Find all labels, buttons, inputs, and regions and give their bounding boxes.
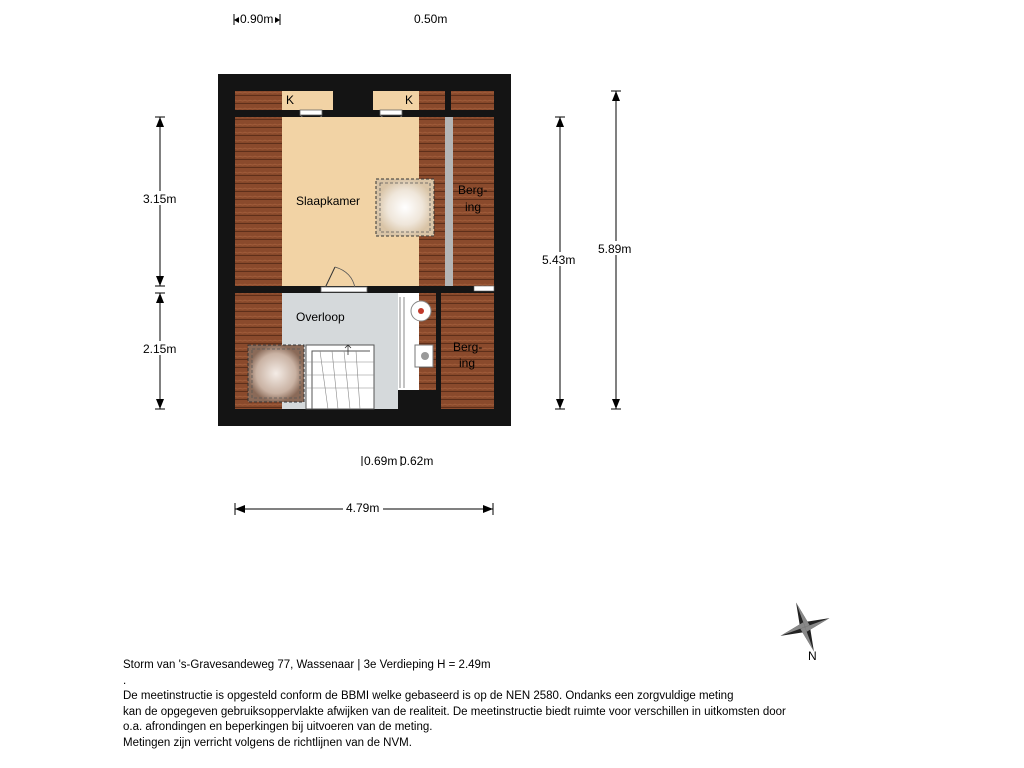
dimension-bottom bbox=[235, 501, 493, 515]
roof-tiles bbox=[235, 117, 282, 286]
room-label-overloop: Overloop bbox=[296, 310, 345, 324]
dim-bottom-width: 4.79m bbox=[346, 501, 380, 515]
room-label-berging-bottom-2: ing bbox=[459, 356, 476, 370]
dim-top-left: 0.90m bbox=[240, 12, 274, 26]
building bbox=[218, 74, 511, 426]
room-label-berging-bottom-1: Berg- bbox=[453, 340, 483, 354]
room-label-berging-top-2: ing bbox=[465, 200, 482, 214]
dimension-top bbox=[234, 12, 447, 26]
dim-left-lower: 2.15m bbox=[143, 342, 177, 356]
dim-bottom-small-2: 0.62m bbox=[400, 454, 434, 468]
compass-icon bbox=[772, 594, 839, 661]
dim-bottom-small-1: 0.69m bbox=[364, 454, 398, 468]
roof-tiles bbox=[235, 91, 282, 110]
skylight-left-label: K bbox=[286, 93, 295, 107]
footer-disclaimer-1: De meetinstructie is opgesteld conform de BBMI welke gebaseerd is op de NEN 2580. Ondanks een zorgvuldige meting bbox=[123, 690, 734, 702]
dimension-right bbox=[540, 91, 636, 409]
footer-disclaimer-4: Metingen zijn verricht volgens de richtlijnen van de NVM. bbox=[123, 736, 412, 749]
dim-left-upper: 3.15m bbox=[143, 192, 177, 206]
dim-right-outer: 5.89m bbox=[598, 242, 632, 256]
footer bbox=[123, 658, 883, 751]
footer-address: Storm van 's-Gravesandeweg 77, Wassenaar | 3e Verdieping H = 2.49m bbox=[123, 659, 491, 671]
compass-north-label: N bbox=[808, 649, 817, 663]
footer-disclaimer-3: o.a. afrondingen en beperkingen bij uitvoeren van de meting. bbox=[123, 721, 433, 733]
roof-tiles bbox=[451, 91, 494, 110]
footer-dot: . bbox=[123, 674, 127, 687]
dimension-bottom-small bbox=[362, 454, 433, 468]
roof-tiles bbox=[419, 91, 445, 110]
staircase bbox=[306, 345, 374, 409]
room-label-slaapkamer: Slaapkamer bbox=[296, 194, 361, 208]
skylight-right-label: K bbox=[405, 93, 414, 107]
bedroom-skylight bbox=[376, 179, 434, 236]
room-label-berging-top-1: Berg- bbox=[458, 183, 488, 197]
sliding-door bbox=[445, 117, 453, 286]
landing-skylight bbox=[248, 345, 304, 402]
footer-disclaimer-2: kan de opgegeven gebruiksoppervlakte afwijken van de realiteit. De meetinstructie biedt ruimte voor verschillen in uitkomsten door bbox=[123, 705, 786, 718]
dimension-left bbox=[140, 117, 180, 409]
dim-right-inner: 5.43m bbox=[542, 253, 576, 267]
dim-top-right: 0.50m bbox=[414, 12, 448, 26]
